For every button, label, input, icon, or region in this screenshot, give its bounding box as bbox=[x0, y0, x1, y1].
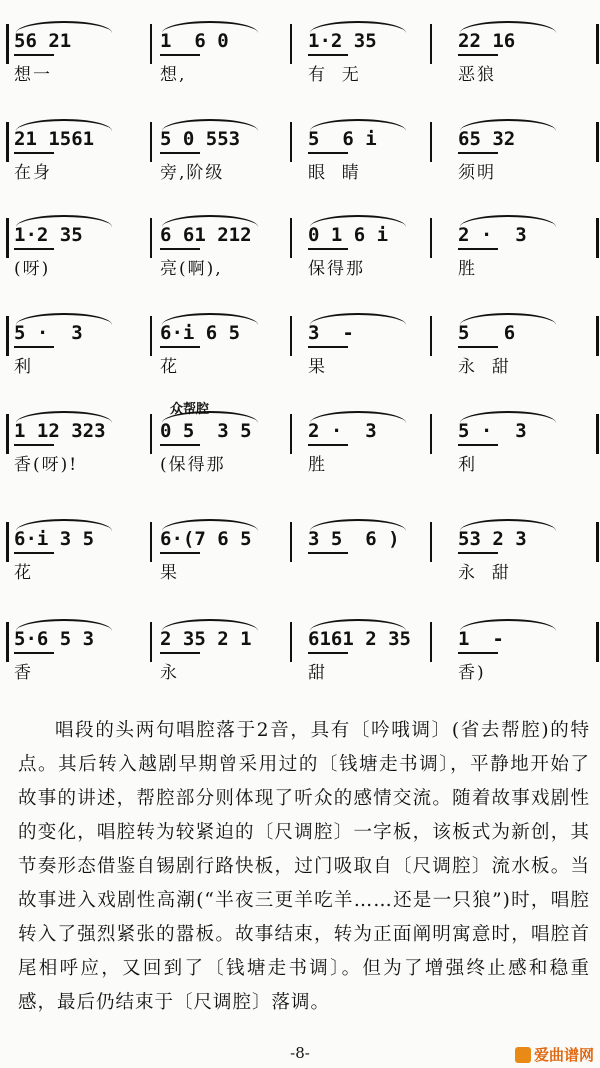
barline bbox=[596, 218, 599, 258]
barline bbox=[290, 414, 292, 454]
beam-underline bbox=[14, 552, 54, 554]
slur-arc bbox=[310, 313, 406, 325]
slur-arc bbox=[310, 411, 406, 423]
slur-arc bbox=[460, 21, 556, 33]
measure-lyric: 花 bbox=[14, 563, 33, 583]
beam-underline bbox=[308, 652, 348, 654]
slur-arc bbox=[16, 519, 112, 531]
slur-arc bbox=[162, 21, 258, 33]
measure-lyric: 恶狼 bbox=[458, 65, 496, 85]
measure-notes: 22 16 bbox=[458, 30, 516, 52]
slur-arc bbox=[16, 21, 112, 33]
measure-lyric: 眼 睛 bbox=[308, 163, 361, 183]
measure-lyric: 香 bbox=[14, 663, 33, 683]
slur-arc bbox=[310, 619, 406, 631]
slur-arc bbox=[460, 411, 556, 423]
measure-notes: 0 1 6 i bbox=[308, 224, 389, 246]
beam-underline bbox=[160, 248, 200, 250]
barline bbox=[430, 622, 432, 662]
measure-lyric: 保得那 bbox=[308, 259, 365, 279]
barline bbox=[6, 316, 9, 356]
barline bbox=[430, 414, 432, 454]
measure-lyric: 花 bbox=[160, 357, 179, 377]
barline bbox=[150, 218, 152, 258]
barline bbox=[6, 122, 9, 162]
barline bbox=[596, 24, 599, 64]
measure-notes: 2 · 3 bbox=[308, 420, 377, 442]
barline bbox=[6, 522, 9, 562]
beam-underline bbox=[14, 248, 54, 250]
measure-notes: 6 61 212 bbox=[160, 224, 252, 246]
slur-arc bbox=[16, 411, 112, 423]
measure-notes: 6161 2 35 bbox=[308, 628, 411, 650]
beam-underline bbox=[160, 444, 200, 446]
beam-underline bbox=[14, 54, 54, 56]
beam-underline bbox=[160, 346, 200, 348]
measure-lyric: 胜 bbox=[458, 259, 477, 279]
slur-arc bbox=[162, 519, 258, 531]
beam-underline bbox=[458, 552, 498, 554]
measure-lyric: 果 bbox=[160, 563, 179, 583]
measure-notes: 5 6 bbox=[458, 322, 516, 344]
measure-notes: 65 32 bbox=[458, 128, 516, 150]
measure-lyric: 想一 bbox=[14, 65, 52, 85]
slur-arc bbox=[162, 619, 258, 631]
measure-notes: 2 35 2 1 bbox=[160, 628, 252, 650]
barline bbox=[6, 24, 9, 64]
slur-arc bbox=[162, 119, 258, 131]
beam-underline bbox=[14, 346, 54, 348]
measure-notes: 5 · 3 bbox=[458, 420, 527, 442]
barline bbox=[430, 218, 432, 258]
slur-arc bbox=[16, 215, 112, 227]
barline bbox=[6, 218, 9, 258]
measure-notes: 53 2 3 bbox=[458, 528, 527, 550]
measure-notes: 6·i 3 5 bbox=[14, 528, 95, 550]
page-number: -8- bbox=[290, 1044, 310, 1062]
measure-notes: 21 1561 bbox=[14, 128, 95, 150]
measure-notes: 1·2 35 bbox=[308, 30, 377, 52]
measure-notes: 5·6 5 3 bbox=[14, 628, 95, 650]
barline bbox=[596, 522, 599, 562]
measure-notes: 5 · 3 bbox=[14, 322, 83, 344]
barline bbox=[150, 622, 152, 662]
beam-underline bbox=[160, 652, 200, 654]
beam-underline bbox=[458, 444, 498, 446]
beam-underline bbox=[308, 552, 348, 554]
measure-notes: 3 - bbox=[308, 322, 354, 344]
beam-underline bbox=[308, 54, 348, 56]
barline bbox=[430, 122, 432, 162]
measure-lyric: 旁,阶级 bbox=[160, 163, 225, 183]
measure-notes: 1 6 0 bbox=[160, 30, 229, 52]
measure-notes: 3 5 6 ) bbox=[308, 528, 400, 550]
slur-arc bbox=[460, 215, 556, 227]
measure-lyric: 在身 bbox=[14, 163, 52, 183]
slur-arc bbox=[16, 119, 112, 131]
beam-underline bbox=[14, 152, 54, 154]
measure-notes: 56 21 bbox=[14, 30, 72, 52]
measure-notes: 1·2 35 bbox=[14, 224, 83, 246]
barline bbox=[290, 522, 292, 562]
beam-underline bbox=[458, 652, 498, 654]
beam-underline bbox=[308, 346, 348, 348]
barline bbox=[596, 414, 599, 454]
slur-arc bbox=[460, 119, 556, 131]
measure-notes: 1 12 323 bbox=[14, 420, 106, 442]
slur-arc bbox=[162, 215, 258, 227]
beam-underline bbox=[308, 444, 348, 446]
beam-underline bbox=[160, 552, 200, 554]
measure-notes: 2 · 3 bbox=[458, 224, 527, 246]
measure-lyric: 亮(啊), bbox=[160, 259, 223, 279]
beam-underline bbox=[160, 54, 200, 56]
beam-underline bbox=[458, 346, 498, 348]
measure-lyric: 利 bbox=[14, 357, 33, 377]
measure-notes: 6·i 6 5 bbox=[160, 322, 241, 344]
slur-arc bbox=[460, 313, 556, 325]
measure-lyric: 甜 bbox=[308, 663, 327, 683]
measure-notes: 1 - bbox=[458, 628, 504, 650]
beam-underline bbox=[308, 152, 348, 154]
barline bbox=[596, 622, 599, 662]
beam-underline bbox=[160, 152, 200, 154]
slur-arc bbox=[310, 519, 406, 531]
barline bbox=[150, 414, 152, 454]
slur-arc bbox=[310, 21, 406, 33]
beam-underline bbox=[458, 54, 498, 56]
barline bbox=[290, 122, 292, 162]
barline bbox=[6, 622, 9, 662]
measure-notes: 5 0 553 bbox=[160, 128, 241, 150]
measure-notes: 6·(7 6 5 bbox=[160, 528, 252, 550]
slur-arc bbox=[310, 119, 406, 131]
slur-arc bbox=[16, 313, 112, 325]
beam-underline bbox=[14, 444, 54, 446]
beam-underline bbox=[308, 248, 348, 250]
barline bbox=[430, 316, 432, 356]
measure-lyric: 须明 bbox=[458, 163, 496, 183]
watermark-label: 爱曲谱网 bbox=[533, 1046, 594, 1064]
barline bbox=[596, 122, 599, 162]
slur-arc bbox=[16, 619, 112, 631]
barline bbox=[150, 316, 152, 356]
barline bbox=[596, 316, 599, 356]
measure-lyric: 果 bbox=[308, 357, 327, 377]
measure-lyric: 香(呀)! bbox=[14, 455, 79, 475]
measure-notes: 0 5 3 5 bbox=[160, 420, 252, 442]
measure-lyric: 胜 bbox=[308, 455, 327, 475]
measure-lyric: (呀) bbox=[14, 259, 51, 279]
barline bbox=[150, 24, 152, 64]
slur-arc bbox=[460, 619, 556, 631]
measure-lyric: 想, bbox=[160, 65, 187, 85]
slur-arc bbox=[310, 215, 406, 227]
barline bbox=[290, 218, 292, 258]
music-note-logo-icon bbox=[515, 1047, 531, 1063]
watermark bbox=[515, 1044, 594, 1065]
barline bbox=[290, 622, 292, 662]
barline bbox=[150, 522, 152, 562]
barline bbox=[430, 522, 432, 562]
beam-underline bbox=[458, 152, 498, 154]
measure-lyric: 有 无 bbox=[308, 65, 361, 85]
measure-lyric: (保得那 bbox=[160, 455, 226, 475]
slur-arc bbox=[162, 313, 258, 325]
beam-underline bbox=[458, 248, 498, 250]
measure-lyric: 永 bbox=[160, 663, 179, 683]
measure-lyric: 永 甜 bbox=[458, 563, 511, 583]
barline bbox=[290, 316, 292, 356]
beam-underline bbox=[14, 652, 54, 654]
barline bbox=[150, 122, 152, 162]
barline bbox=[6, 414, 9, 454]
measure-lyric: 永 甜 bbox=[458, 357, 511, 377]
slur-arc bbox=[460, 519, 556, 531]
commentary-paragraph: 唱段的头两句唱腔落于2音，具有〔吟哦调〕(省去帮腔)的特点。其后转入越剧早期曾采用过的〔钱塘走书调〕，平静地开始了故事的讲述，帮腔部分则体现了听众的感情交流。随着故事戏剧性的变化，唱腔转为较紧迫的〔尺调腔〕一字板，该板式为新创，其节奏形态借鉴自锡剧行路快板，过门吸取自〔尺调腔〕流水板。当故事进入戏剧性高潮(“半夜三更羊吃羊……还是一只狼”)时，唱腔转入了强烈紧张的嚣板。故事结束，转为正面阐明寓意时，唱腔首尾相呼应，又回到了〔钱塘走书调〕。但为了增强终止感和稳重感，最后仍结束于〔尺调腔〕落调。 bbox=[18, 720, 590, 1013]
measure-lyric: 利 bbox=[458, 455, 477, 475]
measure-notes: 5 6 i bbox=[308, 128, 377, 150]
barline bbox=[290, 24, 292, 64]
barline bbox=[430, 24, 432, 64]
measure-lyric: 香) bbox=[458, 663, 486, 683]
chorus-label: 众帮腔 bbox=[170, 402, 210, 417]
